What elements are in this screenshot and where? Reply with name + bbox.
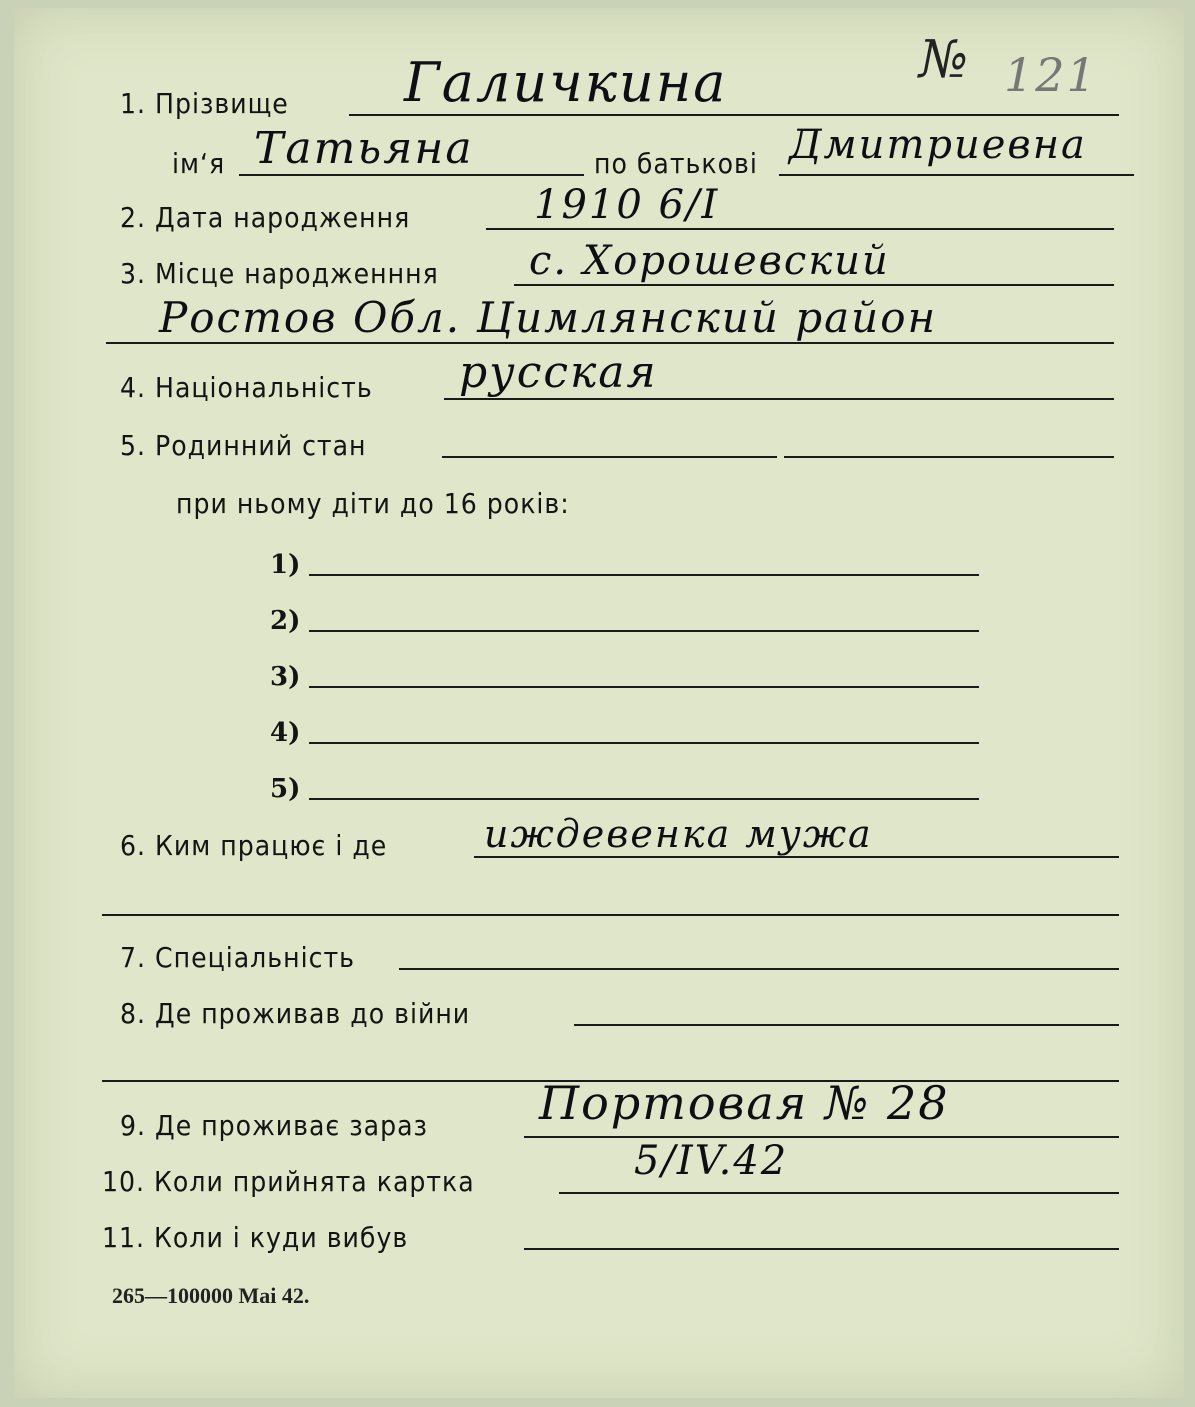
children-label: при ньому діти до 16 років: <box>176 487 570 520</box>
patronymic-line <box>779 174 1134 176</box>
specialty-label: 7. Спеціальність <box>120 941 355 974</box>
patronymic-value: Дмитриевна <box>789 122 1087 168</box>
child-row <box>14 706 1184 756</box>
child-number: 4) <box>270 718 301 748</box>
child-line <box>309 686 979 688</box>
name-row <box>14 122 1184 188</box>
child-line <box>309 574 979 576</box>
child-line <box>309 742 979 744</box>
prewar-label: 8. Де проживав до війни <box>120 997 471 1030</box>
child-number: 3) <box>270 662 301 692</box>
name-label: ім‘я <box>172 147 226 180</box>
surname-value: Галичкина <box>404 51 728 114</box>
card-accepted-line <box>559 1192 1119 1194</box>
specialty-row <box>14 932 1184 982</box>
child-row <box>14 538 1184 588</box>
child-number: 2) <box>270 606 301 636</box>
current-residence-line <box>524 1136 1119 1138</box>
current-residence-label: 9. Де проживає зараз <box>120 1109 428 1142</box>
child-number: 1) <box>270 550 301 580</box>
current-residence-value: Портовая № 28 <box>539 1076 950 1130</box>
current-residence-row <box>14 1076 1184 1150</box>
nationality-value: русская <box>459 347 658 398</box>
number-sign: № <box>919 30 969 90</box>
departed-line <box>524 1248 1119 1250</box>
name-value: Татьяна <box>254 123 474 174</box>
birth-date-row <box>14 182 1184 242</box>
birth-place-value-2: Ростов Обл. Цимлянский район <box>159 293 938 342</box>
work-row <box>14 812 1184 870</box>
work-label: 6. Ким працює і де <box>120 829 388 862</box>
birth-place-line-2 <box>106 342 1114 344</box>
surname-label: 1. Прізвище <box>120 87 289 120</box>
nationality-row <box>14 347 1184 412</box>
nationality-label: 4. Національність <box>120 371 373 404</box>
child-row <box>14 594 1184 644</box>
child-line <box>309 798 979 800</box>
child-line <box>309 630 979 632</box>
marital-row <box>14 420 1184 470</box>
work-row-2 <box>14 878 1184 928</box>
specialty-line <box>399 968 1119 970</box>
work-line <box>474 856 1119 858</box>
nationality-line <box>444 398 1114 400</box>
surname-line <box>349 114 1119 116</box>
birth-place-row <box>14 238 1184 298</box>
work-value: иждевенка мужа <box>484 812 873 856</box>
birth-date-label: 2. Дата народження <box>120 201 411 234</box>
child-row <box>14 762 1184 812</box>
birth-date-line <box>486 228 1114 230</box>
birth-place-value: с. Хорошевский <box>529 238 890 284</box>
marital-line-a <box>442 456 777 458</box>
patronymic-label: по батькові <box>594 147 758 180</box>
card-accepted-row <box>14 1138 1184 1206</box>
prewar-line <box>574 1024 1119 1026</box>
birth-place-label: 3. Місце народженння <box>120 257 439 290</box>
birth-place-line <box>514 284 1114 286</box>
name-line <box>239 174 584 176</box>
birth-date-value: 1910 6/I <box>534 182 720 228</box>
work-line-2 <box>102 914 1119 916</box>
children-header-row <box>14 478 1184 528</box>
marital-label: 5. Родинний стан <box>120 429 367 462</box>
child-row <box>14 650 1184 700</box>
card-accepted-label: 10. Коли прийнята картка <box>102 1165 475 1198</box>
marital-line-b <box>784 456 1114 458</box>
child-number: 5) <box>270 774 301 804</box>
card-accepted-value: 5/IV.42 <box>634 1138 789 1184</box>
card-number: 121 <box>1004 48 1098 102</box>
print-code: 265—100000 Mai 42. <box>112 1283 310 1308</box>
prewar-row <box>14 988 1184 1038</box>
registration-card <box>14 8 1184 1398</box>
departed-row <box>14 1212 1184 1262</box>
departed-label: 11. Коли і куди вибув <box>102 1221 409 1254</box>
